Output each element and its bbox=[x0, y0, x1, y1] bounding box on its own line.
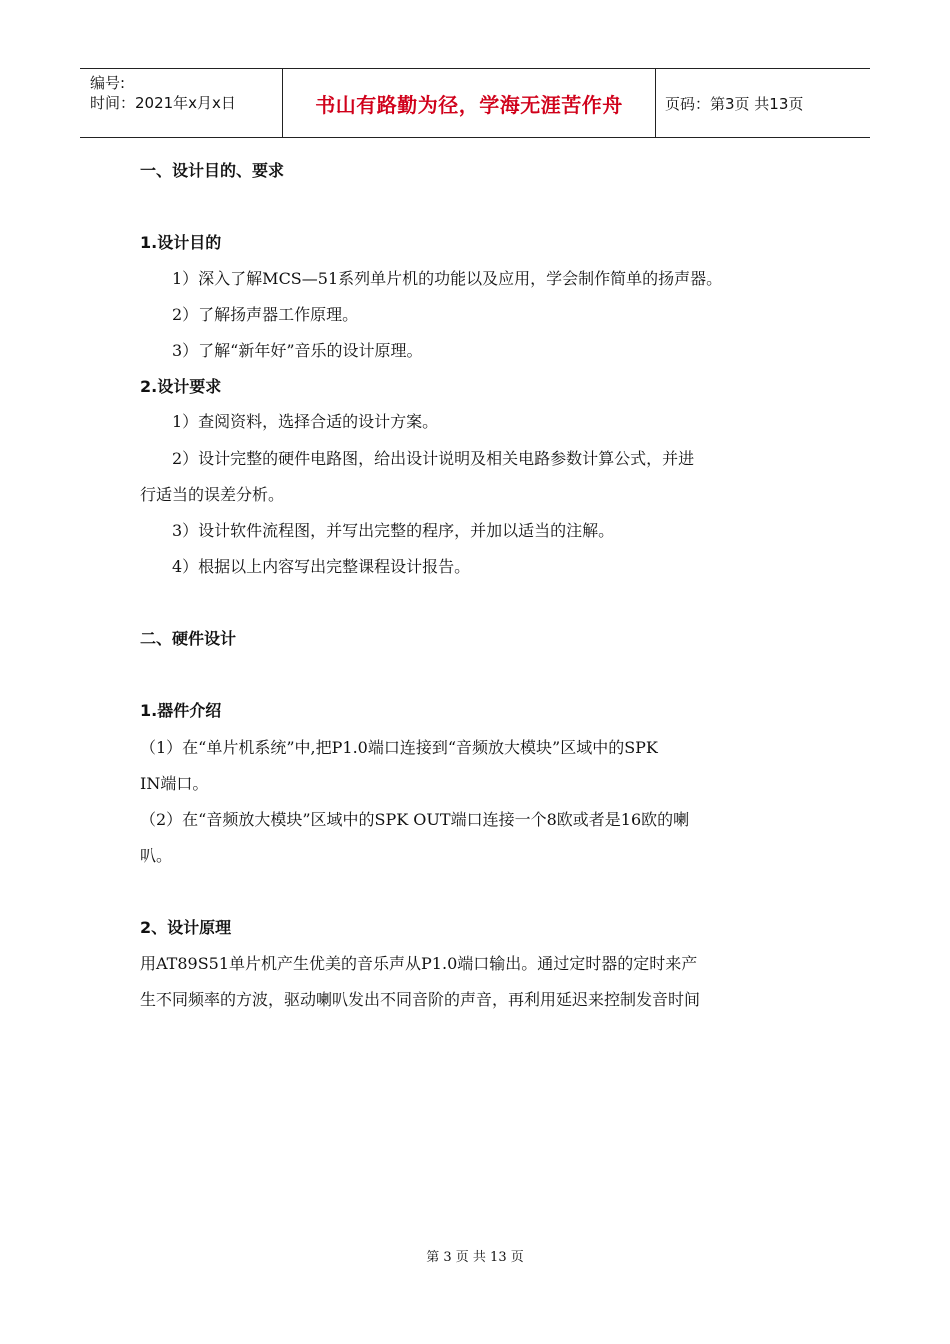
paragraph-line: 行适当的误差分析。 bbox=[140, 485, 285, 504]
paragraph-line: 3）了解“新年好”音乐的设计原理。 bbox=[172, 341, 423, 360]
subsection-title: 1.器件介绍 bbox=[140, 701, 222, 720]
page-footer: 第 3 页 共 13 页 bbox=[426, 1250, 524, 1265]
section-title: 二、硬件设计 bbox=[140, 629, 237, 648]
paragraph-line: 3）设计软件流程图，并写出完整的程序，并加以适当的注解。 bbox=[172, 521, 615, 540]
paragraph-line: 1）深入了解MCS—51系列单片机的功能以及应用，学会制作简单的扬声器。 bbox=[172, 269, 723, 288]
header-page-info: 页码：第3页 共13页 bbox=[665, 94, 804, 113]
paragraph-line: 叭。 bbox=[140, 846, 173, 865]
paragraph-line: 生不同频率的方波，驱动喇叭发出不同音阶的声音，再利用延迟来控制发音时间 bbox=[140, 990, 701, 1009]
section-title: 一、设计目的、要求 bbox=[140, 161, 285, 180]
header-table bbox=[80, 68, 870, 138]
header-meta bbox=[90, 73, 236, 113]
paragraph-line: 1）查阅资料，选择合适的设计方案。 bbox=[172, 412, 439, 431]
paragraph-line: （2）在“音频放大模块”区域中的SPK OUT端口连接一个8欧或者是16欧的喇 bbox=[140, 810, 690, 829]
time-label: 时间：2021年x月x日 bbox=[90, 94, 236, 112]
paragraph-line: IN端口。 bbox=[140, 774, 209, 793]
number-label: 编号: bbox=[90, 74, 126, 92]
subsection-title: 2.设计要求 bbox=[140, 377, 222, 396]
paragraph-line: 4）根据以上内容写出完整课程设计报告。 bbox=[172, 557, 471, 576]
subsection-title: 2、设计原理 bbox=[140, 918, 232, 937]
paragraph-line: 2）了解扬声器工作原理。 bbox=[172, 305, 359, 324]
paragraph-line: 2）设计完整的硬件电路图，给出设计说明及相关电路参数计算公式，并进 bbox=[172, 449, 695, 468]
paragraph-line: （1）在“单片机系统”中,把P1.0端口连接到“音频放大模块”区域中的SPK bbox=[140, 738, 658, 757]
subsection-title: 1.设计目的 bbox=[140, 233, 222, 252]
paragraph-line: 用AT89S51单片机产生优美的音乐声从P1.0端口输出。通过定时器的定时来产 bbox=[140, 954, 698, 973]
header-motto: 书山有路勤为径，学海无涯苦作舟 bbox=[315, 92, 623, 117]
